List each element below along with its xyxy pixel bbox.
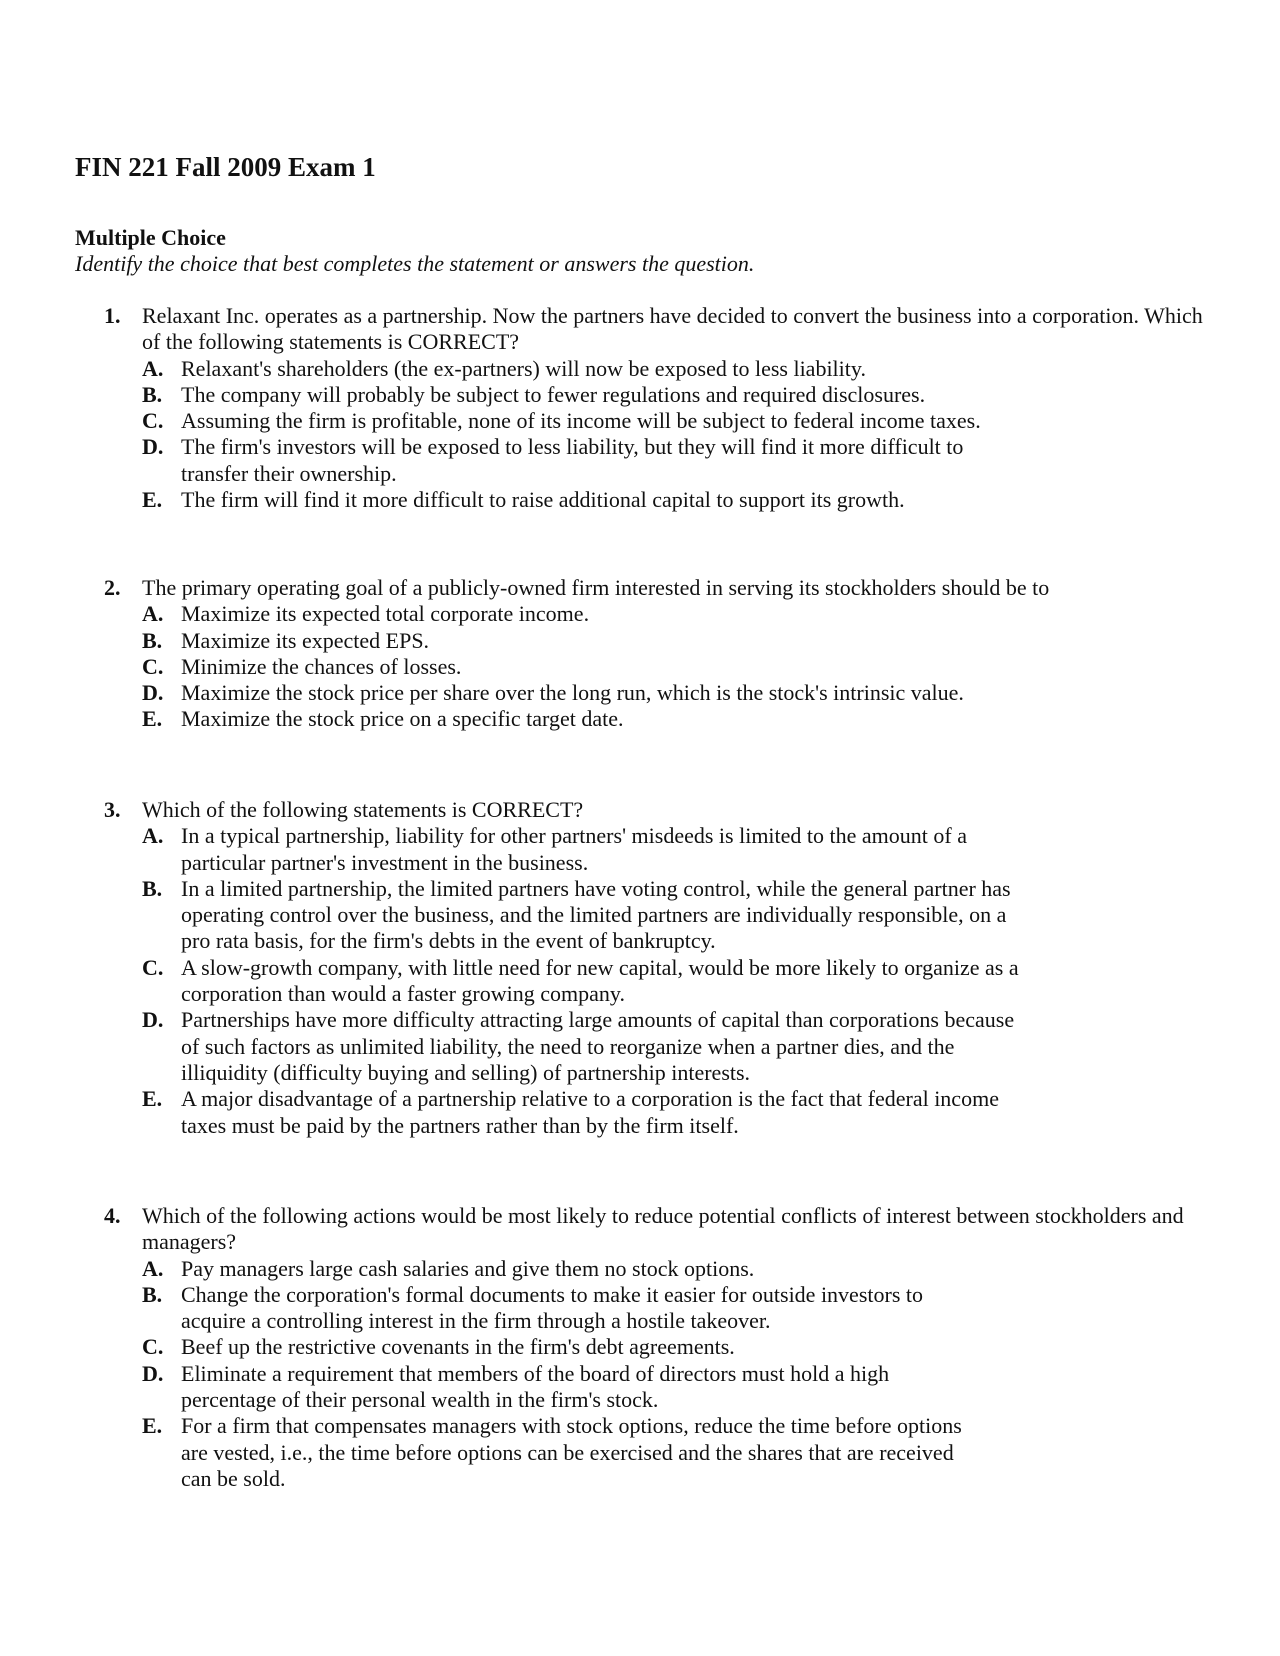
choice-text: Assuming the firm is profitable, none of its income will be subject to federal income taxes. — [181, 408, 981, 434]
choice-e — [142, 1413, 1214, 1492]
choice-letter: D. — [142, 1007, 164, 1033]
choice-d — [142, 434, 1214, 487]
choice-d — [142, 1007, 1214, 1086]
choice-text: Minimize the chances of losses. — [181, 653, 462, 679]
choice-letter: C. — [142, 408, 164, 434]
question-2 — [104, 575, 1214, 733]
choice-letter: E. — [142, 1413, 163, 1439]
choice-c — [142, 955, 1214, 1008]
choice-text: Maximize the stock price per share over the long run, which is the stock's intrinsic value. — [181, 680, 964, 706]
question-number: 1. — [104, 303, 121, 328]
choice-letter: E. — [142, 487, 163, 513]
choice-letter: A. — [142, 823, 164, 849]
choice-a — [142, 601, 1214, 627]
choice-text: A slow-growth company, with little need for new capital, would be more likely to organize as a corporation than would a faster growing company. — [181, 954, 1019, 1007]
choice-c — [142, 654, 1214, 680]
choice-b — [142, 628, 1214, 654]
choice-text: For a firm that compensates managers with stock options, reduce the time before options are vested, i.e., the time before options can be exercised and the shares that are received can be sold. — [181, 1413, 962, 1491]
choice-letter: B. — [142, 627, 163, 653]
question-stem: Relaxant Inc. operates as a partnership. Now the partners have decided to convert the business into a corporation. Which of the following statements is CORRECT? — [142, 303, 1203, 355]
choice-letter: D. — [142, 1360, 164, 1386]
choice-letter: C. — [142, 653, 164, 679]
choice-a — [142, 356, 1214, 382]
choice-text: The firm's investors will be exposed to less liability, but they will find it more difficult to transfer their ownership. — [181, 434, 964, 486]
choice-a — [142, 823, 1214, 876]
question-stem: The primary operating goal of a publicly-owned firm interested in serving its stockholders should be to — [142, 575, 1050, 600]
choice-letter: E. — [142, 706, 163, 732]
choice-letter: E. — [142, 1086, 163, 1112]
question-4 — [104, 1203, 1214, 1492]
choice-e — [142, 706, 1214, 732]
choice-text: The company will probably be subject to fewer regulations and required disclosures. — [181, 381, 926, 407]
choice-text: Beef up the restrictive covenants in the firm's debt agreements. — [181, 1334, 735, 1360]
choice-text: Eliminate a requirement that members of the board of directors must hold a high percentage of their personal wealth in the firm's stock. — [181, 1360, 890, 1413]
choice-d — [142, 1361, 1214, 1414]
choice-text: Change the corporation's formal documents to make it easier for outside investors to acquire a controlling interest in the firm through a hostile takeover. — [181, 1281, 923, 1334]
choice-text: Pay managers large cash salaries and give them no stock options. — [181, 1255, 755, 1281]
choice-b — [142, 876, 1214, 955]
choice-letter: D. — [142, 434, 164, 460]
question-number: 4. — [104, 1203, 121, 1228]
choice-text: A major disadvantage of a partnership relative to a corporation is the fact that federal income taxes must be paid by the partners rather than by the firm itself. — [181, 1086, 999, 1138]
choice-letter: C. — [142, 1334, 164, 1360]
choice-letter: A. — [142, 601, 164, 627]
instructions: Identify the choice that best completes the statement or answers the question. — [75, 251, 755, 276]
question-1 — [104, 303, 1214, 513]
choice-text: Maximize its expected total corporate income. — [181, 601, 590, 627]
choice-b — [142, 382, 1214, 408]
question-number: 3. — [104, 797, 121, 822]
choice-text: Relaxant's shareholders (the ex-partners) will now be exposed to less liability. — [181, 355, 866, 381]
choice-text: Maximize its expected EPS. — [181, 627, 430, 653]
choice-letter: C. — [142, 954, 164, 980]
choice-a — [142, 1256, 1214, 1282]
choice-text: The firm will find it more difficult to raise additional capital to support its growth. — [181, 487, 905, 513]
choice-text: Partnerships have more difficulty attracting large amounts of capital than corporations because of such factors as unlimited liability, the need to reorganize when a partner dies, and the illiquidity (difficulty buying and selling) of partnership interests. — [181, 1007, 1015, 1085]
choice-b — [142, 1282, 1214, 1335]
choice-text: In a typical partnership, liability for other partners' misdeeds is limited to the amount of a particular partner's investment in the business. — [181, 823, 967, 875]
choice-d — [142, 680, 1214, 706]
question-3 — [104, 797, 1214, 1139]
question-stem: Which of the following statements is CORRECT? — [142, 797, 584, 822]
question-number: 2. — [104, 575, 121, 600]
choice-e — [142, 487, 1214, 513]
question-stem: Which of the following actions would be most likely to reduce potential conflicts of interest between stockholders and managers? — [142, 1203, 1184, 1255]
exam-title: FIN 221 Fall 2009 Exam 1 — [75, 152, 376, 182]
choice-letter: B. — [142, 381, 163, 407]
choice-text: In a limited partnership, the limited partners have voting control, while the general partner has operating control over the business, and the limited partners are individually responsible, on a pro rata basis, for the firm's debts in the event of bankruptcy. — [181, 875, 1011, 954]
choice-letter: A. — [142, 355, 164, 381]
choice-c — [142, 408, 1214, 434]
choice-letter: A. — [142, 1255, 164, 1281]
choice-text: Maximize the stock price on a specific target date. — [181, 706, 624, 732]
choice-letter: B. — [142, 875, 163, 901]
choice-e — [142, 1086, 1214, 1139]
choice-letter: B. — [142, 1281, 163, 1307]
section-heading: Multiple Choice — [75, 225, 226, 250]
choice-letter: D. — [142, 680, 164, 706]
choice-c — [142, 1334, 1214, 1360]
